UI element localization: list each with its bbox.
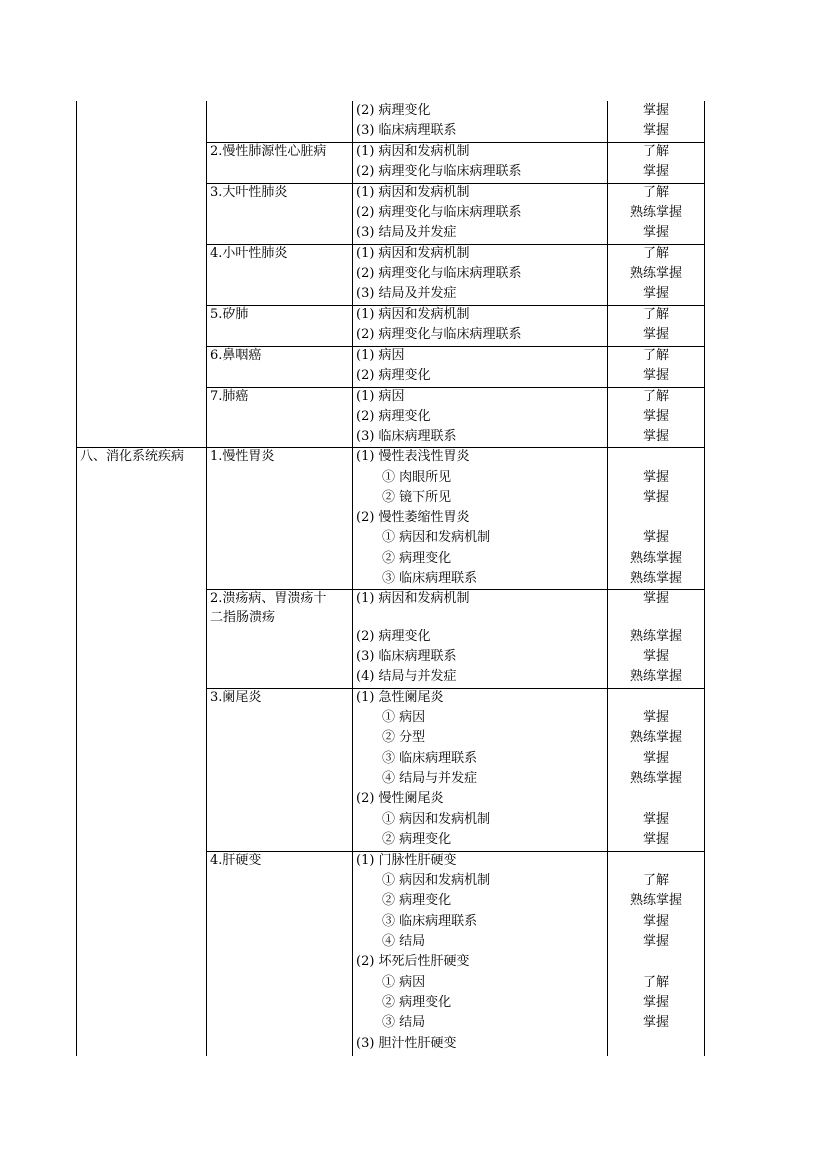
topic-cell: 3.大叶性肺炎 — [210, 185, 288, 200]
content-subline: ② 病理变化 — [382, 551, 452, 566]
level-cell: 掌握 — [642, 995, 669, 1010]
content-line: (2) 病理变化 — [356, 368, 431, 383]
content-line: (2) 慢性萎缩性胃炎 — [356, 510, 470, 525]
level-cell: 掌握 — [642, 327, 669, 342]
column-border-left — [76, 101, 77, 1056]
content-subline: ① 病因和发病机制 — [382, 530, 491, 545]
content-line: (2) 病理变化与临床病理联系 — [356, 327, 522, 342]
content-subline: ① 病因 — [382, 975, 426, 990]
topic-cell: 4.肝硬变 — [210, 853, 262, 868]
content-line: (1) 慢性表浅性胃炎 — [356, 449, 470, 464]
content-line: (1) 病因和发病机制 — [356, 591, 470, 606]
content-line: (1) 门脉性肝硬变 — [356, 853, 457, 868]
level-cell: 熟练掌握 — [629, 771, 682, 786]
content-line: (2) 病理变化 — [356, 409, 431, 424]
level-cell: 熟练掌握 — [629, 893, 682, 908]
level-cell: 熟练掌握 — [629, 669, 682, 684]
level-cell: 掌握 — [642, 751, 669, 766]
level-cell: 掌握 — [642, 914, 669, 929]
content-line: (4) 结局与并发症 — [356, 669, 457, 684]
content-subline: ① 病因 — [382, 710, 426, 725]
level-cell: 掌握 — [642, 934, 669, 949]
level-cell: 掌握 — [642, 225, 669, 240]
level-cell: 掌握 — [642, 832, 669, 847]
content-line: (3) 结局及并发症 — [356, 286, 457, 301]
content-line: (1) 病因和发病机制 — [356, 185, 470, 200]
level-cell: 掌握 — [642, 470, 669, 485]
content-subline: ③ 结局 — [382, 1015, 426, 1030]
content-line: (1) 病因 — [356, 348, 405, 363]
topic-cell: 1.慢性胃炎 — [210, 449, 275, 464]
content-subline: ② 病理变化 — [382, 995, 452, 1010]
content-line: (3) 临床病理联系 — [356, 123, 457, 138]
content-subline: ② 病理变化 — [382, 893, 452, 908]
content-subline: ③ 临床病理联系 — [382, 914, 478, 929]
level-cell: 掌握 — [642, 1015, 669, 1030]
content-subline: ③ 临床病理联系 — [382, 751, 478, 766]
level-cell: 了解 — [642, 185, 669, 200]
content-line: (1) 病因 — [356, 389, 405, 404]
topic-cell: 2.溃疡病、胃溃疡十 — [210, 591, 327, 606]
content-line: (3) 临床病理联系 — [356, 429, 457, 444]
level-cell: 了解 — [642, 144, 669, 159]
topic-cell: 6.鼻咽癌 — [210, 348, 262, 363]
content-subline: ③ 临床病理联系 — [382, 571, 478, 586]
topic-cell: 2.慢性肺源性心脏病 — [210, 144, 327, 159]
level-cell: 了解 — [642, 389, 669, 404]
content-line: (2) 坏死后性肝硬变 — [356, 954, 470, 969]
content-line: (3) 结局及并发症 — [356, 225, 457, 240]
content-line: (2) 病理变化与临床病理联系 — [356, 205, 522, 220]
level-cell: 掌握 — [642, 591, 669, 606]
topic-cell: 二指肠溃疡 — [210, 610, 276, 625]
level-cell: 熟练掌握 — [629, 629, 682, 644]
level-cell: 熟练掌握 — [629, 571, 682, 586]
topic-cell: 7.肺癌 — [210, 389, 249, 404]
content-line: (2) 病理变化与临床病理联系 — [356, 266, 522, 281]
level-cell: 熟练掌握 — [629, 205, 682, 220]
content-line: (2) 病理变化 — [356, 103, 431, 118]
level-cell: 掌握 — [642, 409, 669, 424]
level-cell: 掌握 — [642, 286, 669, 301]
content-line: (3) 临床病理联系 — [356, 649, 457, 664]
level-cell: 掌握 — [642, 530, 669, 545]
level-cell: 了解 — [642, 246, 669, 261]
content-subline: ② 镜下所见 — [382, 490, 452, 505]
level-cell: 掌握 — [642, 429, 669, 444]
content-subline: ④ 结局 — [382, 934, 426, 949]
level-cell: 了解 — [642, 307, 669, 322]
content-subline: ① 病因和发病机制 — [382, 812, 491, 827]
level-cell: 熟练掌握 — [629, 551, 682, 566]
content-line: (1) 病因和发病机制 — [356, 246, 470, 261]
topic-cell: 4.小叶性肺炎 — [210, 246, 288, 261]
level-cell: 掌握 — [642, 123, 669, 138]
level-cell: 了解 — [642, 348, 669, 363]
content-line: (3) 胆汁性肝硬变 — [356, 1036, 457, 1051]
content-subline: ② 分型 — [382, 730, 426, 745]
content-line: (2) 病理变化与临床病理联系 — [356, 164, 522, 179]
level-cell: 掌握 — [642, 103, 669, 118]
level-cell: 了解 — [642, 975, 669, 990]
content-subline: ④ 结局与并发症 — [382, 771, 478, 786]
row-divider — [206, 688, 705, 689]
level-cell: 掌握 — [642, 812, 669, 827]
content-line: (2) 慢性阑尾炎 — [356, 791, 444, 806]
content-line: (1) 急性阑尾炎 — [356, 690, 444, 705]
content-subline: ① 肉眼所见 — [382, 470, 452, 485]
level-cell: 掌握 — [642, 164, 669, 179]
level-cell: 掌握 — [642, 490, 669, 505]
level-cell: 掌握 — [642, 649, 669, 664]
topic-cell: 5.矽肺 — [210, 307, 249, 322]
content-line: (1) 病因和发病机制 — [356, 307, 470, 322]
level-cell: 了解 — [642, 873, 669, 888]
level-cell: 掌握 — [642, 368, 669, 383]
chapter-title: 八、消化系统疾病 — [80, 449, 185, 464]
level-cell: 熟练掌握 — [629, 266, 682, 281]
content-line: (1) 病因和发病机制 — [356, 144, 470, 159]
topic-cell: 3.阑尾炎 — [210, 690, 262, 705]
content-line: (2) 病理变化 — [356, 629, 431, 644]
level-cell: 熟练掌握 — [629, 730, 682, 745]
level-cell: 掌握 — [642, 710, 669, 725]
content-subline: ① 病因和发病机制 — [382, 873, 491, 888]
content-subline: ② 病理变化 — [382, 832, 452, 847]
